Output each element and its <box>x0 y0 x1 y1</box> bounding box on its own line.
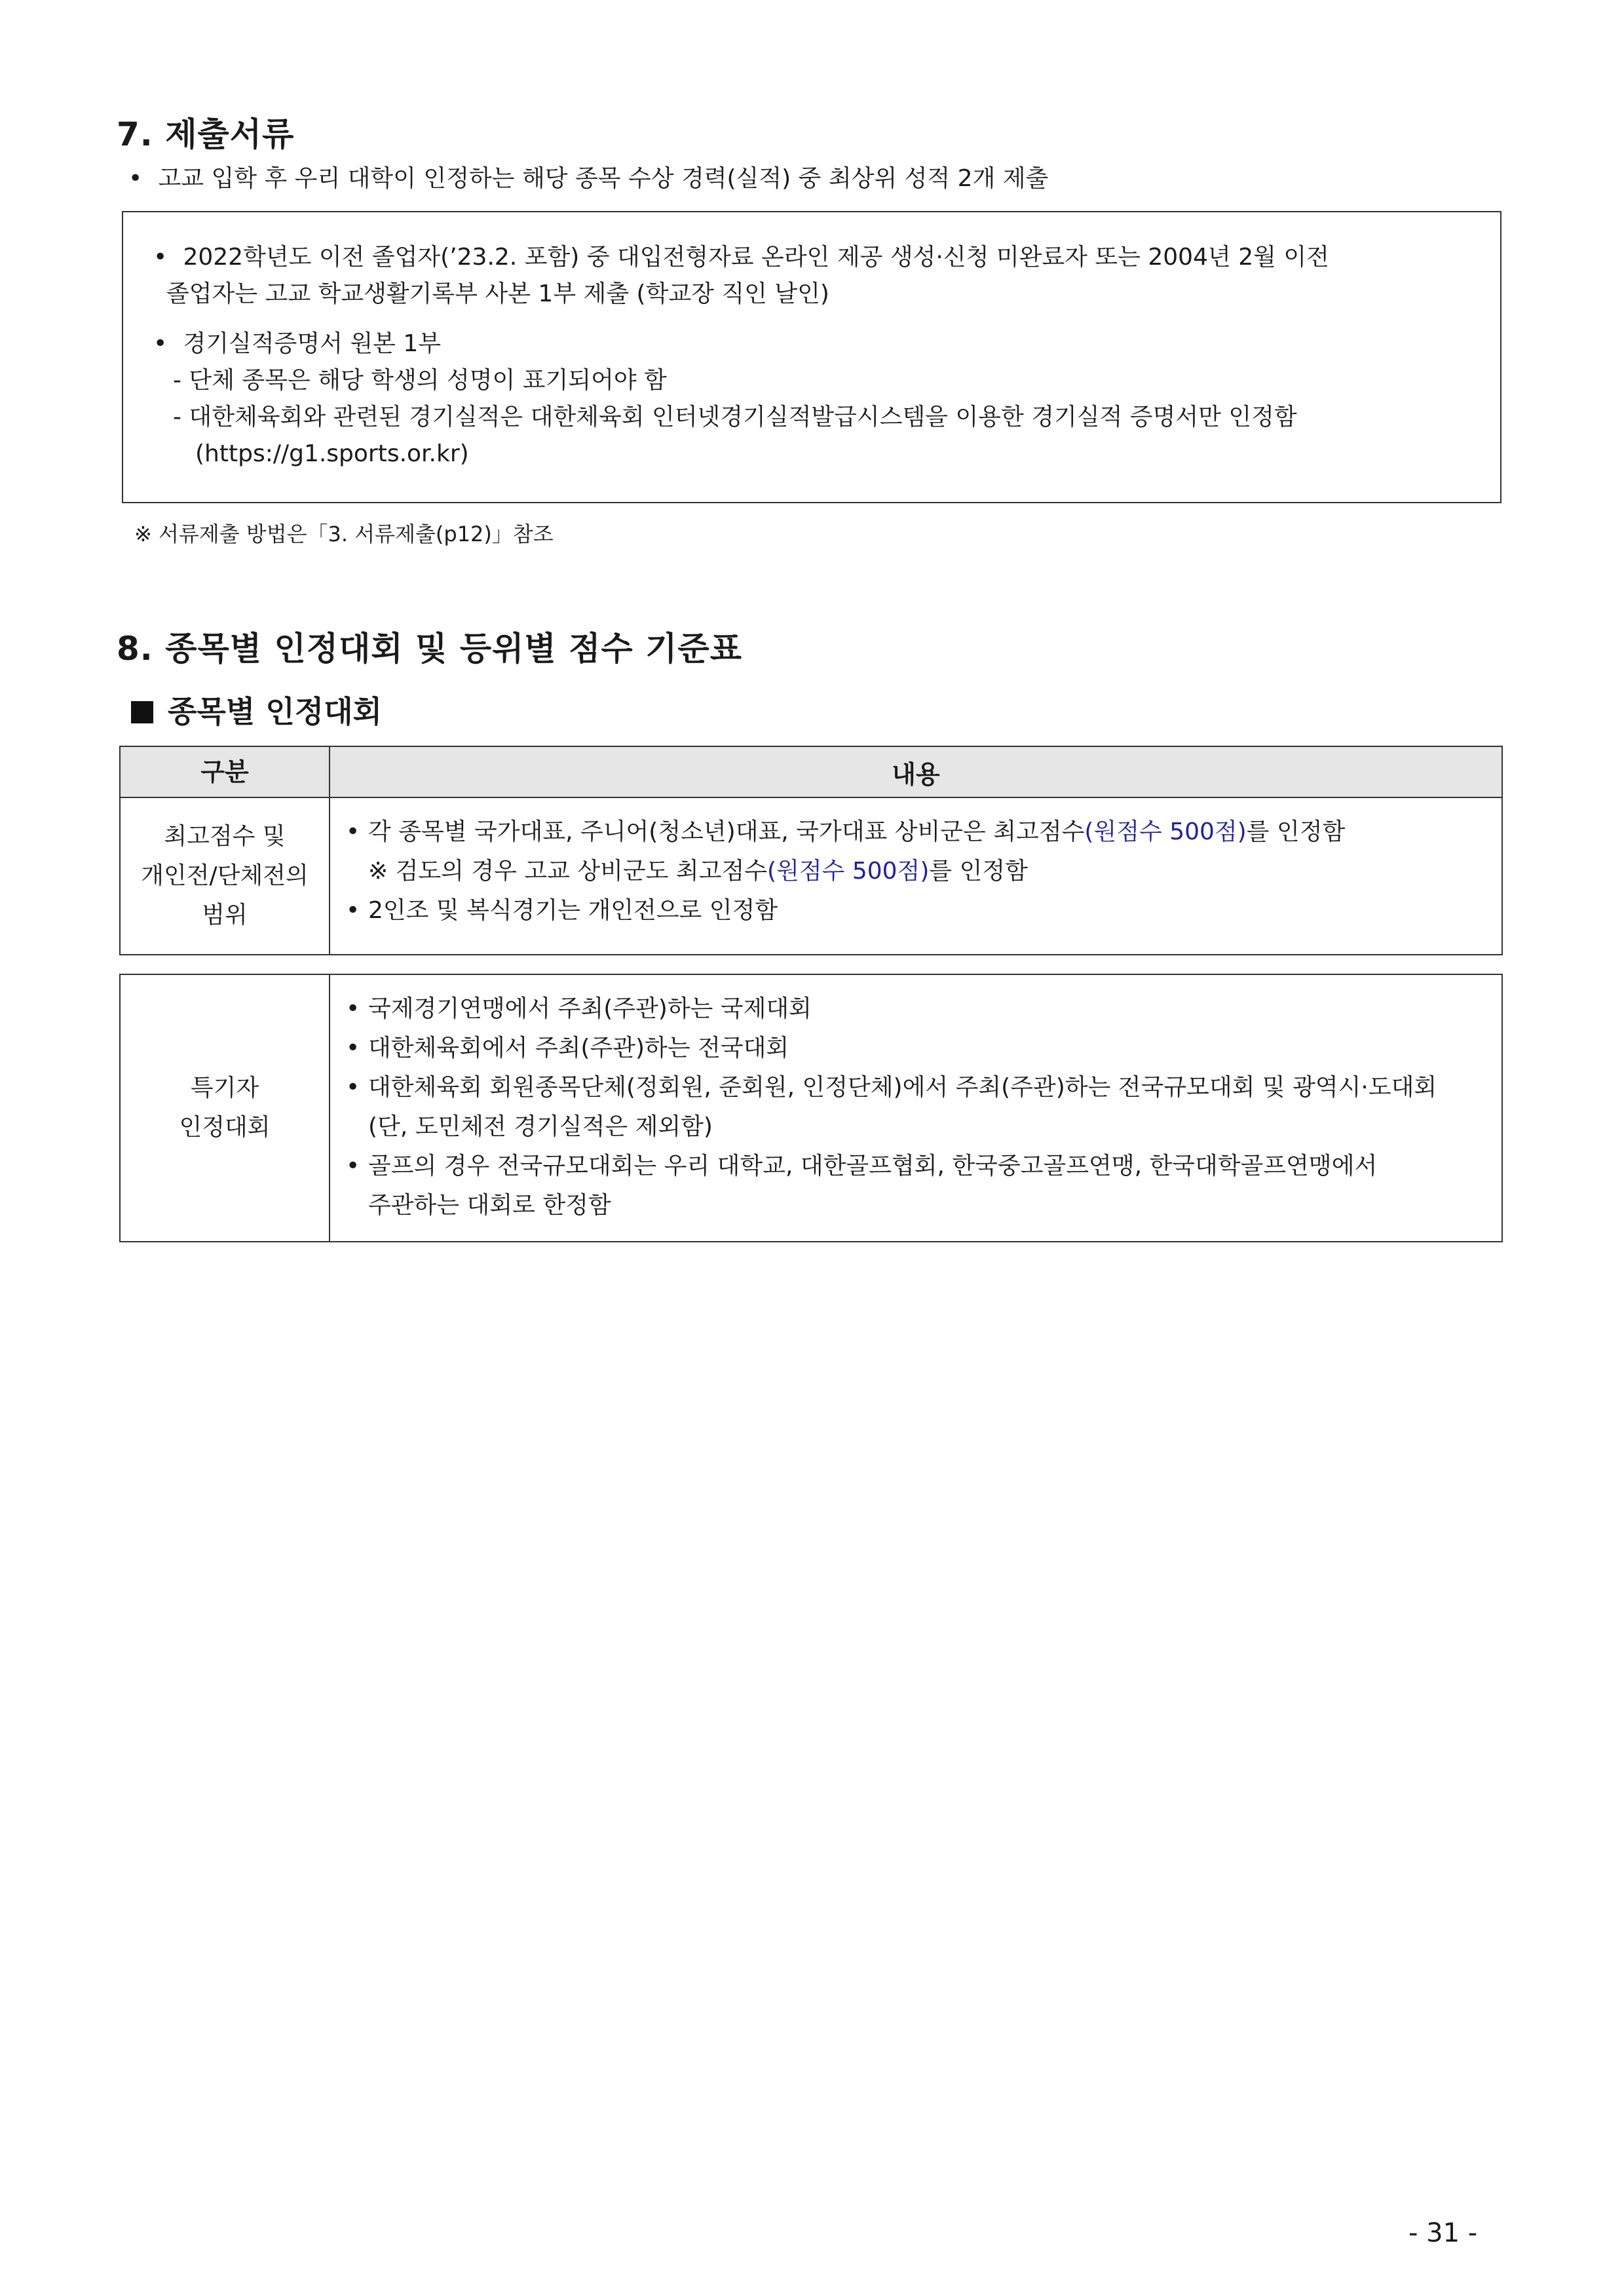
row-label-line: 개인전/단체전의 <box>141 862 309 889</box>
item-text: ※ 검도의 경우 고교 상비군도 최고점수 <box>368 858 768 885</box>
box-item1-line2: 졸업자는 고교 학교생활기록부 사본 1부 제출 (학교장 직인 날인) <box>166 280 829 307</box>
list-item: • 골프의 경우 전국규모대회는 우리 대학교, 대한골프협회, 한국중고골프연맹, 한국대학골프연맹에서 <box>346 1147 1486 1186</box>
list-item <box>346 813 1486 852</box>
section7-bullet-text: 고교 입학 후 우리 대학이 인정하는 해당 종목 수상 경력(실적) 중 최상위 성적 2개 제출 <box>158 165 1049 192</box>
square-bullet-icon <box>131 701 153 723</box>
section8-subtitle-text: 종목별 인정대회 <box>168 694 383 729</box>
row-content-competitions <box>330 974 1502 1242</box>
row-label-line: 최고점수 및 <box>164 823 286 850</box>
box-item1-line1 <box>153 239 1329 277</box>
item-text: 각 종목별 국가대표, 주니어(청소년)대표, 국가대표 상비군은 최고점수 <box>368 818 1085 845</box>
row-label-line: 범위 <box>202 902 248 928</box>
section7-bullet <box>128 160 1048 198</box>
header-content: 내용 <box>330 746 1502 797</box>
table-score-range <box>119 746 1503 955</box>
table-row <box>120 974 1502 1242</box>
row-label-line: 인정대회 <box>179 1114 271 1141</box>
box-sub1: - 단체 종목은 해당 학생의 성명이 표기되어야 함 <box>173 367 667 394</box>
box-item2-text: 경기실적증명서 원본 1부 <box>183 330 442 357</box>
box-item2 <box>153 325 441 363</box>
row-label-score-range <box>120 797 330 955</box>
box-sub2-url: (https://g1.sports.or.kr) <box>195 440 469 467</box>
box-item1-text: 2022학년도 이전 졸업자(’23.2. 포함) 중 대입전형자료 온라인 제공 생성·신청 미완료자 또는 2004년 2월 이전 <box>183 244 1329 271</box>
list-note <box>346 852 1486 891</box>
section8-title: 8. 종목별 인정대회 및 등위별 점수 기준표 <box>117 630 743 668</box>
submission-note: ※ 서류제출 방법은「3. 서류제출(p12)」참조 <box>134 522 554 546</box>
list-item: • 대한체육회 회원종목단체(정회원, 준회원, 인정단체)에서 주최(주관)하는 전국규모대회 및 광역시·도대회 <box>346 1068 1486 1107</box>
list-item-continued: 주관하는 대회로 한정함 <box>368 1192 611 1219</box>
list-item-continued: (단, 도민체전 경기실적은 제외함) <box>368 1113 713 1140</box>
list-item: • 국제경기연맹에서 주최(주관)하는 국제대회 <box>346 989 1486 1029</box>
list-item: • 대한체육회에서 주최(주관)하는 전국대회 <box>346 1029 1486 1068</box>
table-row <box>120 797 1502 955</box>
list-item: • 2인조 및 복식경기는 개인전으로 인정함 <box>346 891 1486 930</box>
table-recognized-competitions <box>119 974 1503 1242</box>
row-content-score-range <box>330 797 1502 955</box>
item-text: 를 인정함 <box>929 858 1028 885</box>
section8-subtitle <box>131 688 382 731</box>
highlight-score: (원점수 500점) <box>1084 818 1247 845</box>
header-category: 구분 <box>120 746 330 797</box>
box-sub2: - 대한체육회와 관련된 경기실적은 대한체육회 인터넷경기실적발급시스템을 이용한 경기실적 증명서만 인정함 <box>173 404 1297 430</box>
highlight-score: (원점수 500점) <box>767 858 930 885</box>
row-label-competitions <box>120 974 330 1242</box>
section7-title: 7. 제출서류 <box>117 115 295 153</box>
documents-box <box>122 211 1501 503</box>
row-label-line: 특기자 <box>190 1075 259 1101</box>
page-number: - 31 - <box>1408 2218 1478 2248</box>
item-text: 를 인정함 <box>1246 818 1346 845</box>
table-header-row <box>120 746 1502 797</box>
